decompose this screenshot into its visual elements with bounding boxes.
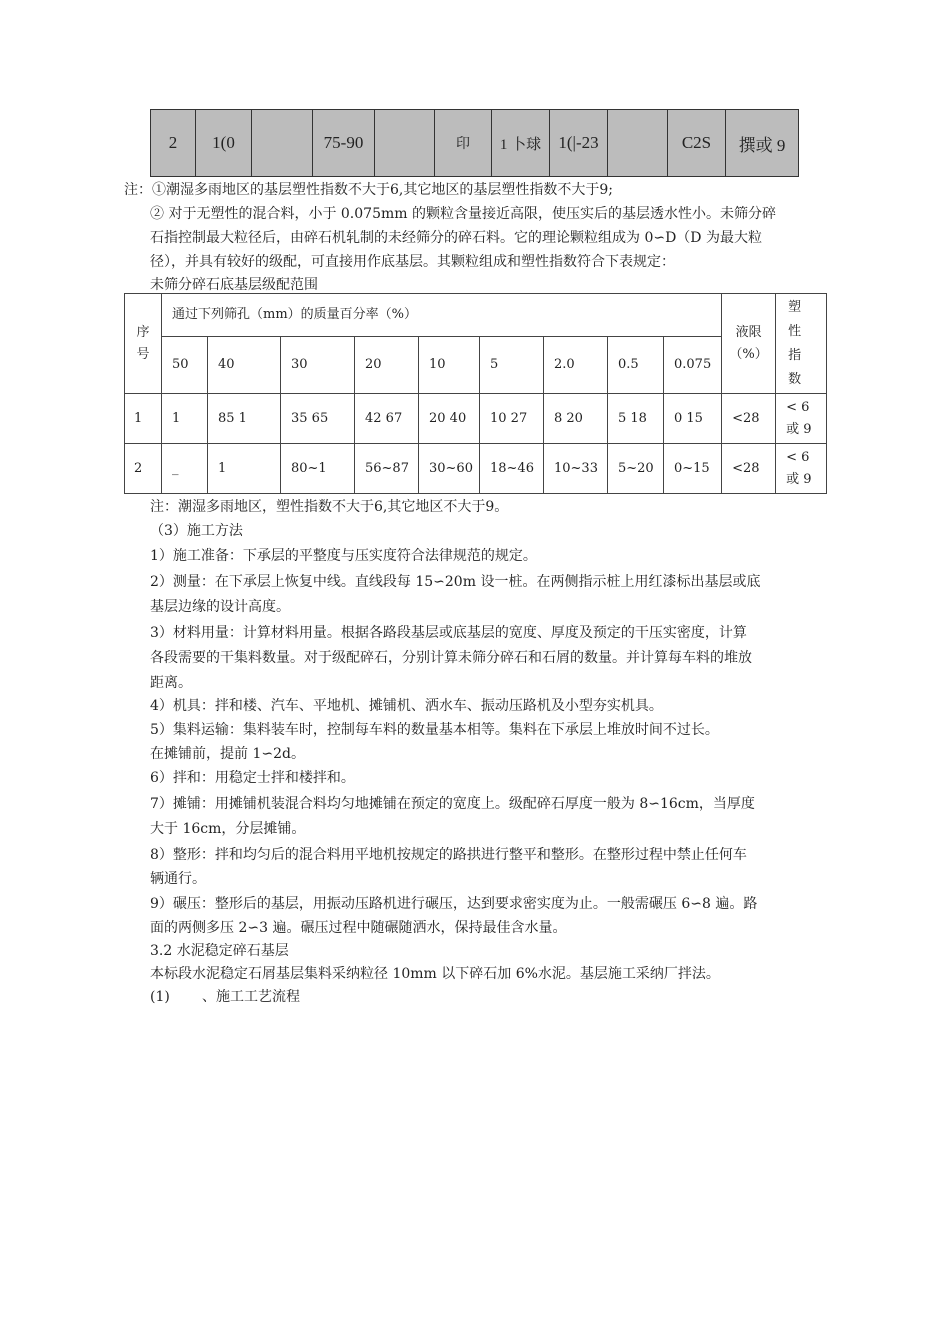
table-cell [375,110,435,177]
table-sieve-row [125,337,827,394]
sieve-size: 40 [208,337,281,394]
header-pi-char: 数 [788,371,802,387]
header-ll-line: （%） [729,346,768,362]
liquid-limit-cell: <28 [722,444,776,494]
plasticity-cell [776,444,827,494]
header-plasticity [776,294,827,394]
table-cell: _ [162,444,208,494]
table-cell: 20 40 [419,394,480,444]
sieve-size: 10 [419,337,480,394]
table-cell: 1 [208,444,281,494]
step-line: 基层边缘的设计高度。 [150,599,290,615]
table-cell: 5~20 [608,444,664,494]
table-cell: 0 15 [664,394,722,444]
note-2-line: 径），并具有较好的级配，可直接用作底基层。其颗粒组成和塑性指数符合下表规定： [150,254,675,270]
step-line: 各段需要的干集料数量。对于级配碎石，分别计算未筛分碎石和石屑的数量。并计算每车料的堆放 [150,650,752,666]
table-cell: 10~33 [544,444,608,494]
row-index: 1 [125,394,162,444]
header-pi-char: 塑 [788,299,802,315]
header-ll-line: 液限 [735,324,762,340]
table-header-row [125,294,827,337]
table-cell: 2 [151,110,196,177]
table-cell: 0~15 [664,444,722,494]
header-index-label: 序号 [136,324,150,362]
table-cell: C2S [668,110,726,177]
note-3: 注：潮湿多雨地区，塑性指数不大于6,其它地区不大于9。 [150,499,509,515]
step-line: 2）测量：在下承层上恢复中线。直线段每 15∽20m 设一桩。在两侧指示桩上用红漆标出基层或底 [150,574,761,590]
section-heading-3-2: 3.2 水泥稳定碎石基层 [150,943,289,959]
table-cell: 10 27 [480,394,544,444]
step-line: 距离。 [150,675,192,691]
step-line: 6）拌和：用稳定士拌和楼拌和。 [150,770,355,786]
row-index: 2 [125,444,162,494]
table-cell: 1(0 [196,110,252,177]
header-pi-char: 性 [788,323,802,339]
sieve-size: 0.5 [608,337,664,394]
sieve-size: 20 [355,337,419,394]
top-table-fragment [150,109,799,177]
step-line: 1）施工准备：下承层的平整度与压实度符合法律规范的规定。 [150,548,537,564]
sieve-size: 2.0 [544,337,608,394]
sieve-size: 50 [162,337,208,394]
header-liquid-limit [722,294,776,394]
table-cell: 56~87 [355,444,419,494]
header-pi-char: 指 [788,347,802,363]
table-cell: 1(|-23 [550,110,608,177]
table-row [151,110,799,177]
table-row [125,394,827,444]
step-line: 5）集料运输：集料装车时，控制每车料的数量基本相等。集料在下承层上堆放时间不过长。 [150,722,719,738]
pi-line: < 6 [786,449,810,465]
step-line: 7）摊铺：用摊铺机装混合料均匀地摊铺在预定的宽度上。级配碎石厚度一般为 8∽16cm，当厚度 [150,796,755,812]
pi-line: < 6 [786,399,810,415]
sieve-size: 30 [281,337,355,394]
grading-table [124,293,827,494]
table-cell: 35 65 [281,394,355,444]
note-1: 注：①潮湿多雨地区的基层塑性指数不大于6,其它地区的基层塑性指数不大于9; [124,182,613,198]
table-cell: 8 20 [544,394,608,444]
table-row [125,444,827,494]
liquid-limit-cell: <28 [722,394,776,444]
pi-line: 或 9 [786,471,812,487]
step-line: 9）碾压：整形后的基层，用振动压路机进行碾压，达到要求密实度为止。一般需碾压 6∽8 遍。路 [150,896,758,912]
table-cell: 42 67 [355,394,419,444]
header-index [125,294,162,394]
header-passing: 通过下列筛孔（mm）的质量百分率（%） [162,294,722,337]
table-cell [252,110,313,177]
sieve-size: 0.075 [664,337,722,394]
step-line: 大于 16cm，分层摊铺。 [150,821,306,837]
paragraph-3-2: 本标段水泥稳定石屑基层集料采纳粒径 10mm 以下碎石加 6%水泥。基层施工采纳厂拌法。 [150,966,720,982]
section-heading-method: （3）施工方法 [150,523,243,539]
step-line: 辆通行。 [150,871,206,887]
pi-line: 或 9 [786,421,812,437]
table-cell: 85 1 [208,394,281,444]
step-line: 在摊铺前，提前 1∽2d。 [150,746,305,762]
note-2-line: ② 对于无塑性的混合料，小于 0.075mm 的颗粒含量接近高限，使压实后的基层透水性小。未筛分碎 [150,206,776,222]
table-cell: 撰或 9 [726,110,799,177]
table-cell: 18~46 [480,444,544,494]
table-cell [608,110,668,177]
table-cell: 75-90 [313,110,375,177]
step-line: 4）机具：拌和楼、汽车、平地机、摊铺机、洒水车、振动压路机及小型夯实机具。 [150,698,663,714]
table-cell: 30~60 [419,444,480,494]
step-line: 3）材料用量：计算材料用量。根据各路段基层或底基层的宽度、厚度及预定的干压实密度，计算 [150,625,747,641]
note-2-line: 石指控制最大粒径后，由碎石机轧制的未经筛分的碎石料。它的理论颗粒组成为 0∽D（D 为最大粒 [150,230,762,246]
plasticity-cell [776,394,827,444]
subsection-title: 、施工工艺流程 [202,989,300,1005]
subsection-number: (1) [150,989,170,1005]
sieve-size: 5 [480,337,544,394]
table-cell: 1 卜球 [492,110,550,177]
table-cell: 80~1 [281,444,355,494]
table-cell: 5 18 [608,394,664,444]
step-line: 8）整形：拌和均匀后的混合料用平地机按规定的路拱进行整平和整形。在整形过程中禁止任何车 [150,847,747,863]
table-cell: 印 [435,110,492,177]
step-line: 面的两侧多压 2∽3 遍。碾压过程中随碾随洒水，保持最佳含水量。 [150,920,567,936]
table-title: 未筛分碎石底基层级配范围 [150,277,318,293]
table-cell: 1 [162,394,208,444]
